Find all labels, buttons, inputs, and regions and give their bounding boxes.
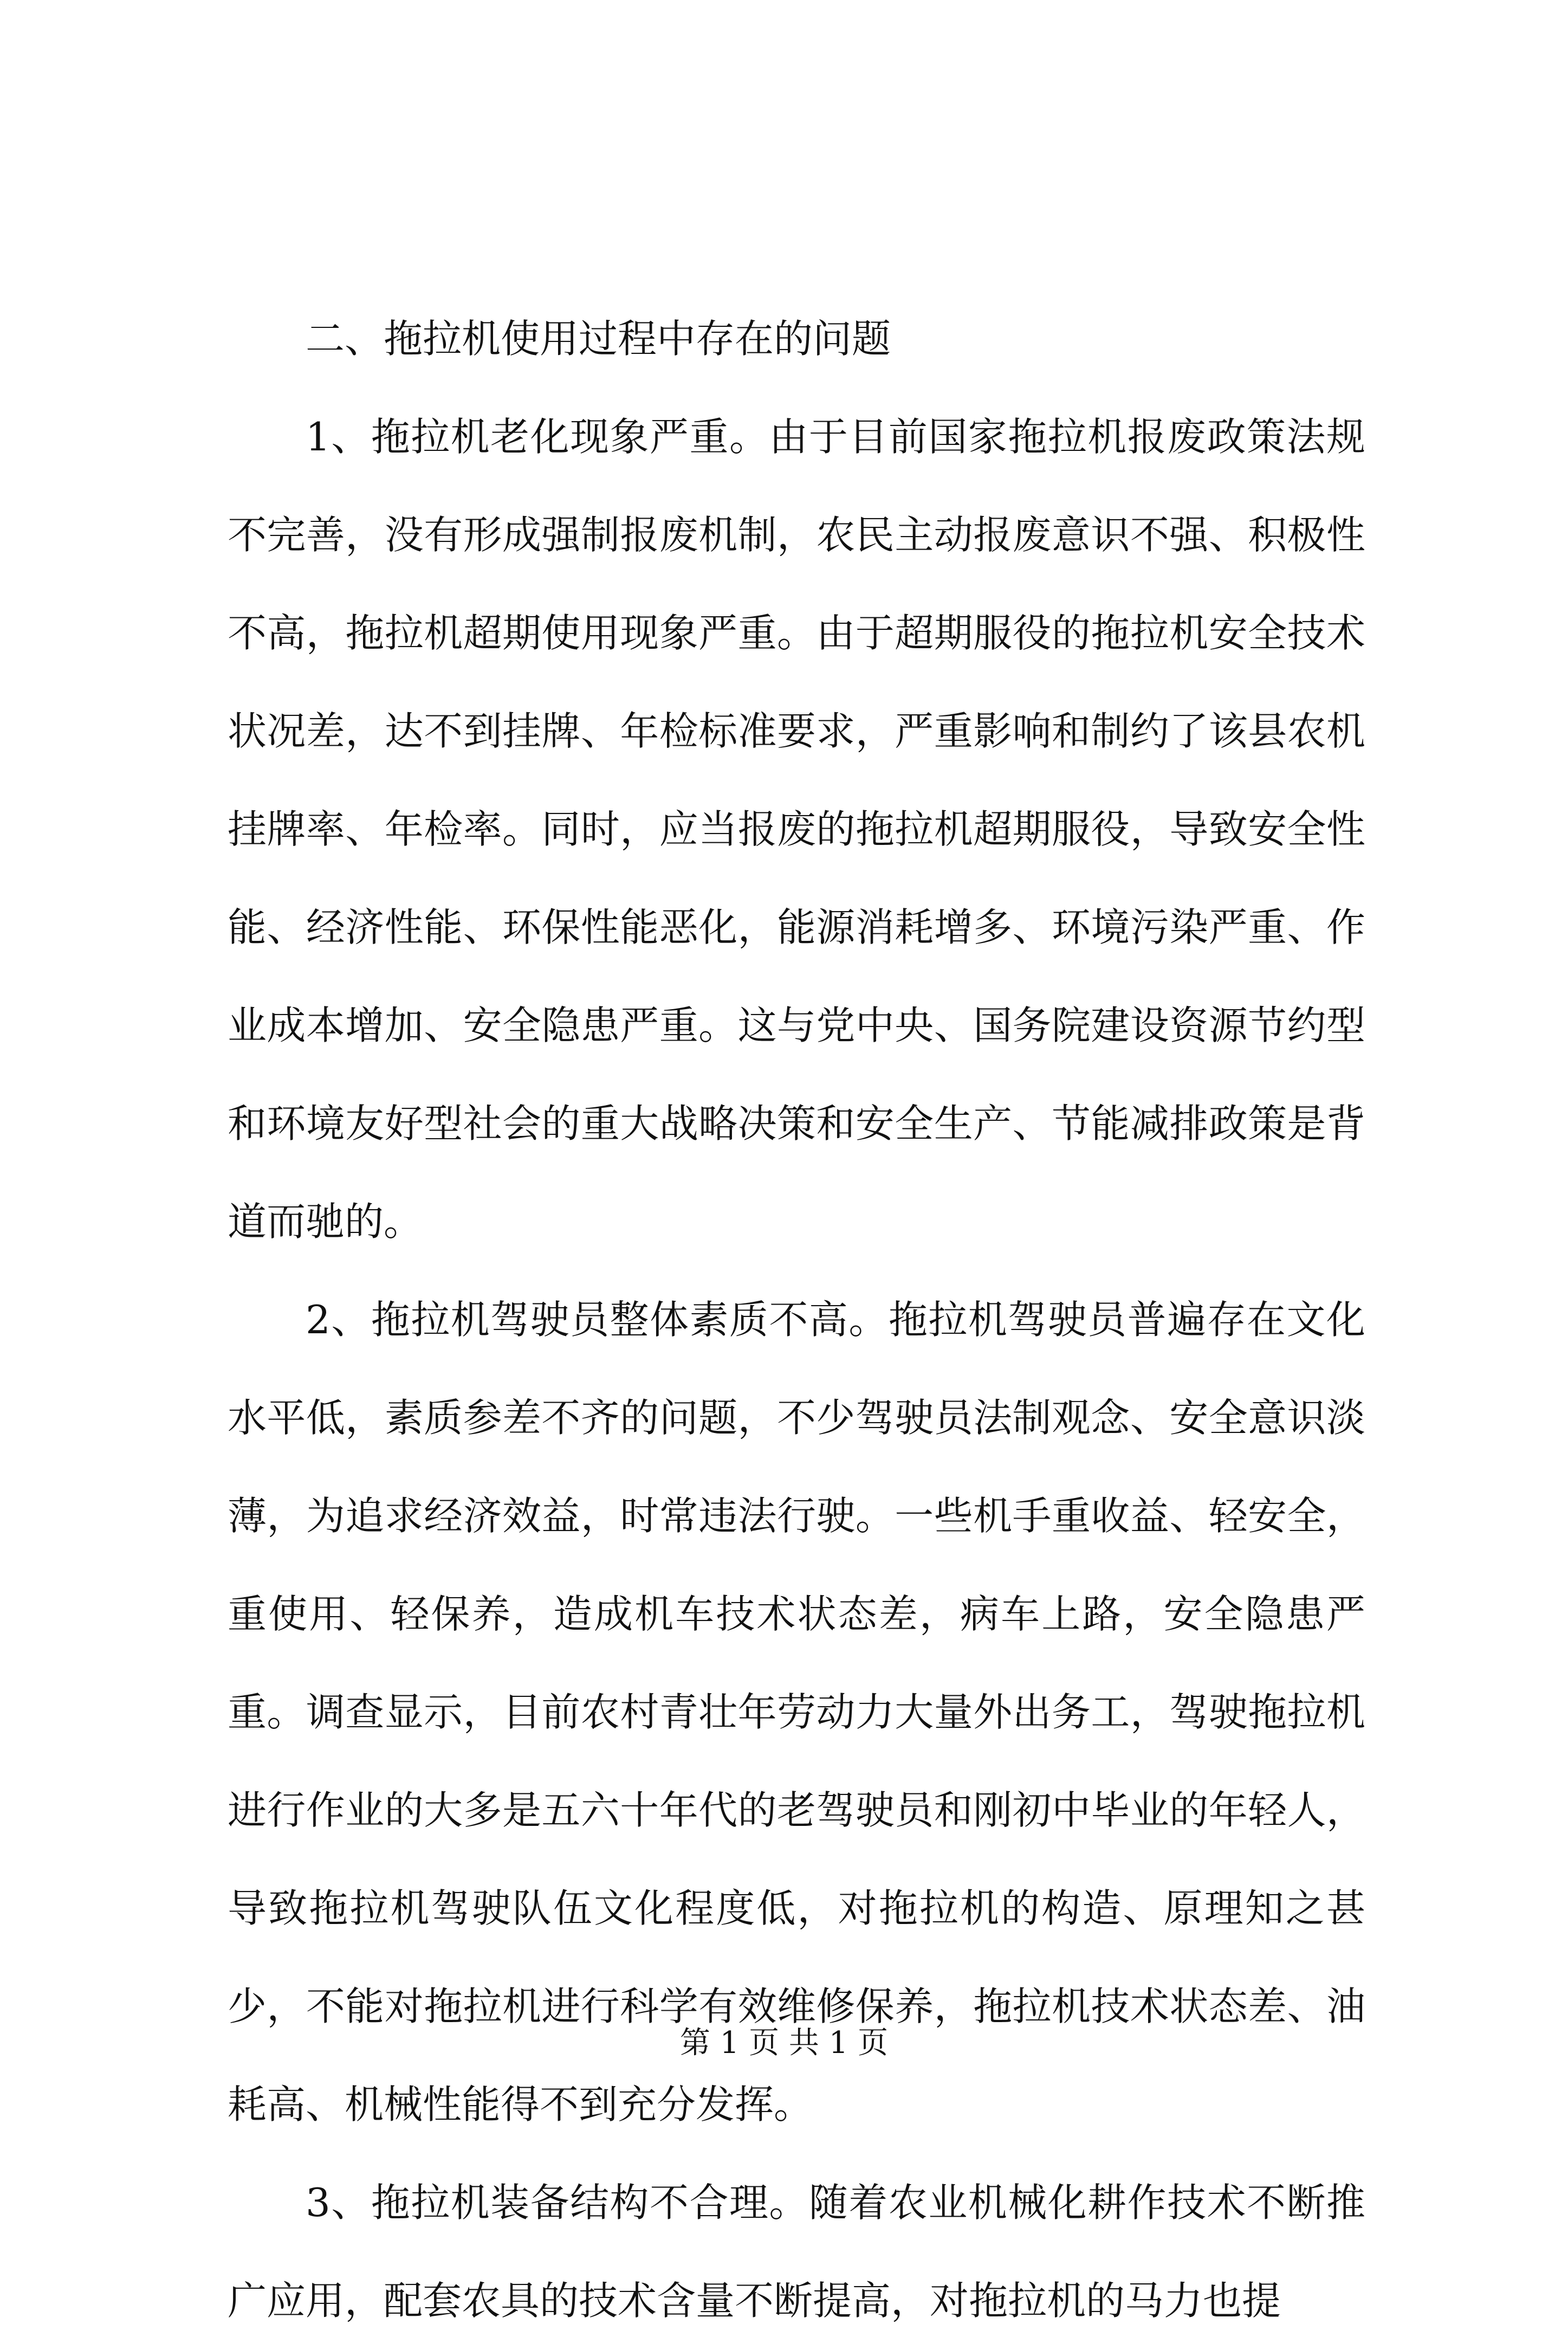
paragraph-3: 3、拖拉机装备结构不合理。随着农业机械化耕作技术不断推广应用，配套农具的技术含量不断提高，对拖拉机的马力也提 [228, 2180, 1365, 2323]
page-footer: 第 1 页 共 1 页 [679, 2025, 889, 2061]
paragraph-2: 2、拖拉机驾驶员整体素质不高。拖拉机驾驶员普遍存在文化水平低，素质参差不齐的问题，不少驾驶员法制观念、安全意识淡薄，为追求经济效益，时常违法行驶。一些机手重收益、轻安全，重使用、轻保养，造成机车技术状态差，病车上路，安全隐患严重。调查显示，目前农村青壮年劳动力大量外出务工，驾驶拖拉机进行作业的大多是五六十年代的老驾驶员和刚初中毕业的年轻人，导致拖拉机驾驶队伍文化程度低，对拖拉机的构造、原理知之甚少，不能对拖拉机进行科学有效维修保养，拖拉机技术状态差、油耗高、机械性能得不到充分发挥。 [228, 1297, 1365, 2127]
section-heading: 二、拖拉机使用过程中存在的问题 [306, 316, 891, 361]
paragraph-1: 1、拖拉机老化现象严重。由于目前国家拖拉机报废政策法规不完善，没有形成强制报废机制，农民主动报废意识不强、积极性不高，拖拉机超期使用现象严重。由于超期服役的拖拉机安全技术状况差，达不到挂牌、年检标准要求，严重影响和制约了该县农机挂牌率、年检率。同时，应当报废的拖拉机超期服役，导致安全性能、经济性能、环保性能恶化，能源消耗增多、环境污染严重、作业成本增加、安全隐患严重。这与党中央、国务院建设资源节约型和环境友好型社会的重大战略决策和安全生产、节能减排政策是背道而驰的。 [228, 414, 1365, 1244]
